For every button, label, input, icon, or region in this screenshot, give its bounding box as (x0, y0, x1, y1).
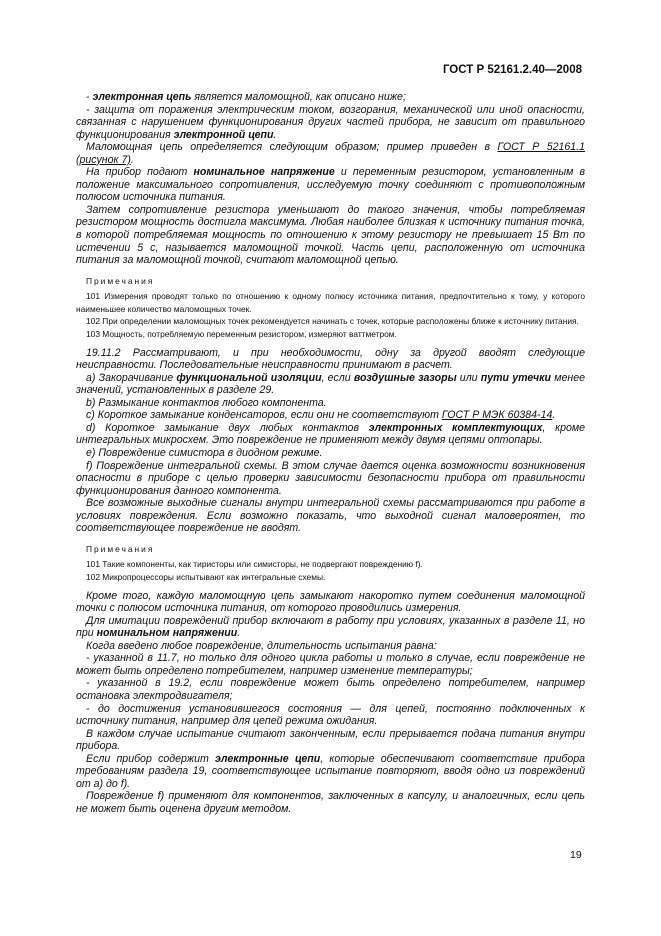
duration-item-1: - указанной в 11.7, но только для одного цикла работы и только в случае, если повреждение не может быть определено потребителем, например изменение температуры; (76, 652, 585, 677)
bullet-protection: - защита от поражения электрическим током, возгорания, механической или иной опасности, связанная с нарушением функционирования других частей прибора, не зависит от правильного функционирования электронной цепи. (76, 103, 585, 141)
ref-link-iec-60384-14[interactable]: ГОСТ Р МЭК 60384-14 (441, 409, 553, 422)
duration-item-3: - до достижения установившегося состояния — для цепей, постоянно подключенных к источнику питания, например для цепей режима ожидания. (76, 702, 585, 728)
fault-e: e) Повреждение симистора в диодном режиме. (86, 447, 323, 459)
term-electronic-circuits: электронные цепи (215, 752, 321, 765)
document-number: ГОСТ Р 52161.2.40—2008 (442, 64, 582, 76)
para-simulation: Для имитации повреждений прибор включают в работу при условиях, указанных в разделе 11, но при номинальном напряжении. (76, 614, 585, 640)
note-2-102: 102 Микропроцессоры испытывают как интегральные схемы. (86, 572, 326, 583)
term-electronic-circuit: электронная цепь (92, 91, 192, 103)
para-output-signals: Все возможные выходные сигналы внутри интегральной схемы рассматриваются при работе в условиях повреждения. Если возможно показать, что выходной сигнал маловероятен, то соответствующее повреждение не вводят. (76, 497, 585, 535)
fault-d: d) Короткое замыкание двух любых контактов электронных комплектующих, кроме интегральных микросхем. Это повреждение не применяют между двумя цепями оптопары. (76, 421, 586, 447)
bullet-electronic-circuit: - электронная цепь является маломощной, как описано ниже; (86, 91, 406, 103)
notes-heading-1: Примечания (86, 275, 155, 286)
fault-b: b) Размыкание контактов любого компонента. (86, 396, 327, 409)
para-test-complete: В каждом случае испытание считают законченным, если прерывается подача питания внутри прибора. (76, 727, 585, 753)
ref-link-gost-52161-1[interactable]: ГОСТ Р 52161.1 (рисунок 7) (76, 141, 585, 166)
term-rated-voltage: номинальное напряжение (193, 166, 335, 179)
note-2-101: 101 Такие компоненты, как тиристоры или симисторы, не подвергают повреждению f). (86, 559, 423, 570)
para-duration: Когда введено любое повреждение, длительность испытания равна: (86, 639, 437, 652)
page-body (76, 91, 585, 815)
para-short-circuit: Кроме того, каждую маломощную цепь замыкают накоротко путем соединения маломощной точки с полюсом источника питания, от которого проводились измерения. (76, 589, 585, 615)
notes-heading-2: Примечания (86, 543, 155, 554)
para-low-power-definition: Маломощная цепь определяется следующим образом; пример приведен в ГОСТ Р 52161.1 (рисунок 7). (76, 141, 585, 166)
para-electronic-circuits: Если прибор содержит электронные цепи, которые обеспечивают соответствие прибора требованиям раздела 19, соответствующее испытание повторяют, вводя одно из повреждений от a) до f). (76, 752, 585, 790)
duration-item-2: - указанной в 19.2, если повреждение может быть определено потребителем, например остановка электродвигателя; (76, 677, 585, 702)
term-electronic-circuit-2: электронной цепи (173, 128, 274, 141)
para-rated-voltage: На прибор подают номинальное напряжение и переменным резистором, установленным в положение максимального сопротивления, исследуемую точку соединяют с противоположным полюсом источника питания. (76, 166, 586, 204)
note-103: 103 Мощность, потребляемую переменным резистором, измеряют ваттметром. (86, 329, 397, 340)
note-101: 101 Измерения проводят только по отношению к одному полюсу источника питания, предпочтительно к тому, у которого наименьшее количество маломощных точек. (76, 291, 585, 314)
clause-19-11-2: 19.11.2 Рассматривают, и при необходимости, одну за другой вводят следующие неисправности. Последовательные неисправности принимают в расчет. (76, 346, 585, 372)
fault-a: a) Закорачивание функциональной изоляции, если воздушные зазоры или пути утечки менее значений, установленных в разделе 29. (76, 371, 585, 397)
fault-f: f) Повреждение интегральной схемы. В этом случае дается оценка возможности возникновения опасности в приборе с целью проверки зависимости безопасности прибора от правильности функционирования данного компонента. (76, 459, 585, 497)
para-fault-f-encapsulated: Повреждение f) применяют для компонентов, заключенных в капсулу, и аналогичных, если цепь не может быть оценена другим методом. (76, 790, 585, 815)
term-electronic-components: электронных комплектующих (368, 421, 543, 434)
note-102: 102 При определении маломощных точек рекомендуется начинать с точек, которые расположены ближе к источнику питания. (86, 316, 579, 327)
para-resistor: Затем сопротивление резистора уменьшают до такого значения, чтобы потребляемая резистором мощность достигла максимума. Любая наиболее близкая к источнику питания точка, в которой потребляемая мощность по отношению к этому резистору не превышает 15 Вт по истечении 5 с, называется маломощной точкой. Часть цепи, расположенную от источника питания за маломощной точкой, считают маломощной цепью. (76, 203, 585, 267)
fault-c: c) Короткое замыкание конденсаторов, если они не соответствуют ГОСТ Р МЭК 60384-14. (86, 409, 556, 422)
page-number: 19 (570, 849, 582, 861)
term-rated-voltage-2: номинальном напряжении (96, 627, 238, 640)
